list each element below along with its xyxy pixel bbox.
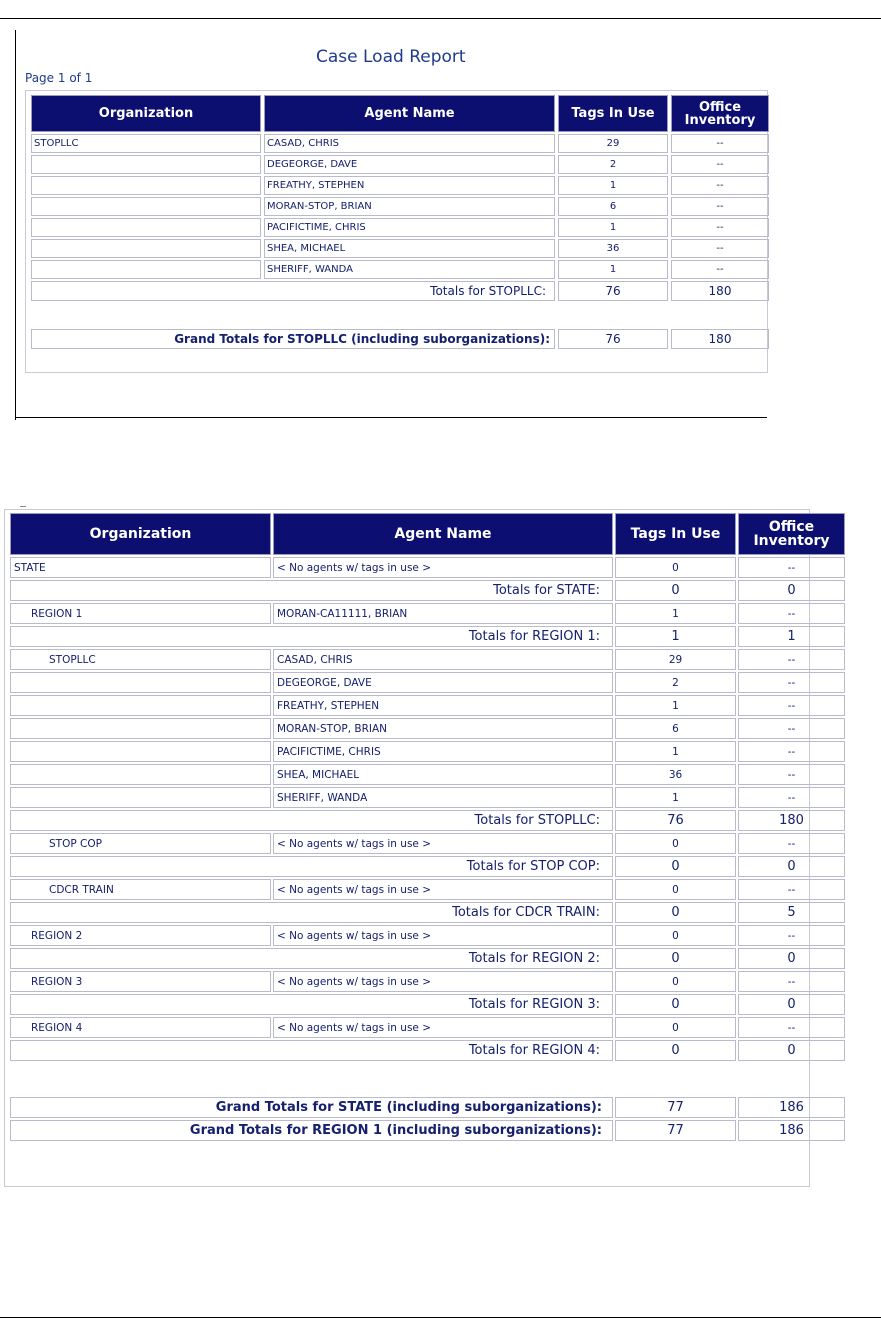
spacer-cell <box>10 1063 845 1095</box>
agent-name-cell: CASAD, CHRIS <box>273 649 613 670</box>
totals-row <box>10 810 845 831</box>
organization-cell: REGION 4 <box>10 1017 271 1038</box>
office-inventory-cell: -- <box>738 649 845 670</box>
table-row <box>10 695 845 716</box>
tags-in-use-cell: 6 <box>615 718 736 739</box>
organization-cell <box>31 155 261 174</box>
table-row <box>10 557 845 578</box>
office-inventory-cell: -- <box>738 741 845 762</box>
totals-row <box>10 856 845 877</box>
page-top-rule <box>0 18 881 19</box>
tags-in-use-cell: 0 <box>615 879 736 900</box>
table-row <box>10 971 845 992</box>
agent-name-cell: MORAN-STOP, BRIAN <box>264 197 555 216</box>
organization-cell <box>31 176 261 195</box>
organization-cell: REGION 2 <box>10 925 271 946</box>
agent-name-cell: SHEA, MICHAEL <box>264 239 555 258</box>
office-inventory-cell: -- <box>738 787 845 808</box>
header-agent-name: Agent Name <box>264 95 555 132</box>
totals-label: Totals for REGION 4: <box>10 1040 613 1061</box>
table-row <box>31 260 769 279</box>
organization-cell <box>10 764 271 785</box>
office-inventory-cell: -- <box>738 718 845 739</box>
grand-totals-row <box>31 329 769 349</box>
table-row <box>10 672 845 693</box>
totals-inventory: 180 <box>738 810 845 831</box>
agent-name-cell: MORAN-STOP, BRIAN <box>273 718 613 739</box>
table-row <box>10 764 845 785</box>
office-inventory-cell: -- <box>738 925 845 946</box>
office-inventory-cell: -- <box>738 971 845 992</box>
table-row <box>10 787 845 808</box>
table-row <box>31 176 769 195</box>
grand-totals-label: Grand Totals for STATE (including suborganizations): <box>10 1097 613 1118</box>
tags-in-use-cell: 1 <box>558 260 668 279</box>
office-inventory-cell: -- <box>671 134 769 153</box>
totals-label: Totals for STOPLLC: <box>10 810 613 831</box>
totals-label: Totals for STATE: <box>10 580 613 601</box>
grand-totals-tags: 77 <box>615 1097 736 1118</box>
totals-tags: 1 <box>615 626 736 647</box>
table-row <box>31 197 769 216</box>
grand-totals-inventory: 180 <box>671 329 769 349</box>
tags-in-use-cell: 0 <box>615 557 736 578</box>
totals-inventory: 0 <box>738 994 845 1015</box>
office-inventory-cell: -- <box>671 197 769 216</box>
table-row <box>10 718 845 739</box>
tags-in-use-cell: 2 <box>558 155 668 174</box>
agent-name-cell: MORAN-CA11111, BRIAN <box>273 603 613 624</box>
totals-row <box>10 1040 845 1061</box>
report1-frame-left <box>15 30 16 420</box>
table-row <box>10 925 845 946</box>
report-title: Case Load Report <box>316 47 466 67</box>
case-load-table-2 <box>8 511 847 1143</box>
spacer-row <box>10 1063 845 1095</box>
tags-in-use-cell: 1 <box>558 218 668 237</box>
organization-cell <box>10 672 271 693</box>
totals-inventory: 1 <box>738 626 845 647</box>
office-inventory-cell: -- <box>671 260 769 279</box>
header-organization: Organization <box>31 95 261 132</box>
table-row <box>10 879 845 900</box>
totals-tags: 0 <box>615 856 736 877</box>
totals-label: Totals for REGION 3: <box>10 994 613 1015</box>
organization-cell: CDCR TRAIN <box>10 879 271 900</box>
totals-inventory: 0 <box>738 856 845 877</box>
tags-in-use-cell: 1 <box>615 741 736 762</box>
tags-in-use-cell: 1 <box>558 176 668 195</box>
totals-inventory: 5 <box>738 902 845 923</box>
tags-in-use-cell: 36 <box>558 239 668 258</box>
report1-frame-bottom <box>15 417 767 418</box>
page-info: Page 1 of 1 <box>25 71 93 85</box>
tags-in-use-cell: 36 <box>615 764 736 785</box>
organization-cell: STOP COP <box>10 833 271 854</box>
totals-tags: 76 <box>558 281 668 301</box>
totals-label: Totals for REGION 2: <box>10 948 613 969</box>
organization-cell: STOPLLC <box>10 649 271 670</box>
agent-name-cell: SHEA, MICHAEL <box>273 764 613 785</box>
spacer-cell <box>31 303 769 327</box>
office-inventory-cell: -- <box>671 155 769 174</box>
grand-totals-label: Grand Totals for REGION 1 (including suborganizations): <box>10 1120 613 1141</box>
grand-totals-inventory: 186 <box>738 1097 845 1118</box>
header-office-inventory: Office Inventory <box>738 513 845 555</box>
totals-label: Totals for STOP COP: <box>10 856 613 877</box>
tags-in-use-cell: 1 <box>615 787 736 808</box>
totals-inventory: 180 <box>671 281 769 301</box>
table-header-row <box>31 95 769 132</box>
table-row <box>10 1017 845 1038</box>
office-inventory-cell: -- <box>738 672 845 693</box>
tags-in-use-cell: 2 <box>615 672 736 693</box>
office-inventory-cell: -- <box>738 1017 845 1038</box>
agent-name-cell: PACIFICTIME, CHRIS <box>264 218 555 237</box>
totals-tags: 0 <box>615 580 736 601</box>
header-organization: Organization <box>10 513 271 555</box>
totals-row <box>10 902 845 923</box>
agent-name-cell: < No agents w/ tags in use > <box>273 1017 613 1038</box>
totals-label: Totals for REGION 1: <box>10 626 613 647</box>
totals-row <box>10 626 845 647</box>
totals-inventory: 0 <box>738 1040 845 1061</box>
grand-totals-tags: 77 <box>615 1120 736 1141</box>
totals-tags: 0 <box>615 902 736 923</box>
tags-in-use-cell: 29 <box>558 134 668 153</box>
table-row <box>10 741 845 762</box>
grand-totals-label: Grand Totals for STOPLLC (including suborganizations): <box>31 329 555 349</box>
agent-name-cell: < No agents w/ tags in use > <box>273 557 613 578</box>
header-agent-name: Agent Name <box>273 513 613 555</box>
tags-in-use-cell: 0 <box>615 971 736 992</box>
office-inventory-cell: -- <box>738 833 845 854</box>
agent-name-cell: < No agents w/ tags in use > <box>273 971 613 992</box>
office-inventory-cell: -- <box>738 879 845 900</box>
organization-cell <box>31 218 261 237</box>
agent-name-cell: DEGEORGE, DAVE <box>273 672 613 693</box>
totals-tags: 0 <box>615 1040 736 1061</box>
totals-row <box>10 580 845 601</box>
totals-label: Totals for STOPLLC: <box>31 281 555 301</box>
agent-name-cell: < No agents w/ tags in use > <box>273 879 613 900</box>
agent-name-cell: FREATHY, STEPHEN <box>273 695 613 716</box>
organization-cell <box>31 239 261 258</box>
spacer-row <box>31 303 769 327</box>
tags-in-use-cell: 0 <box>615 833 736 854</box>
table-row <box>31 239 769 258</box>
tags-in-use-cell: 1 <box>615 695 736 716</box>
table-row <box>10 833 845 854</box>
office-inventory-cell: -- <box>738 695 845 716</box>
header-tags-in-use: Tags In Use <box>615 513 736 555</box>
totals-tags: 0 <box>615 948 736 969</box>
office-inventory-cell: -- <box>671 218 769 237</box>
case-load-table-1 <box>28 93 772 351</box>
tags-in-use-cell: 6 <box>558 197 668 216</box>
agent-name-cell: SHERIFF, WANDA <box>264 260 555 279</box>
agent-name-cell: CASAD, CHRIS <box>264 134 555 153</box>
table-row <box>10 649 845 670</box>
office-inventory-cell: -- <box>738 603 845 624</box>
agent-name-cell: FREATHY, STEPHEN <box>264 176 555 195</box>
grand-totals-tags: 76 <box>558 329 668 349</box>
organization-cell <box>10 741 271 762</box>
agent-name-cell: < No agents w/ tags in use > <box>273 925 613 946</box>
totals-tags: 0 <box>615 994 736 1015</box>
totals-row <box>10 994 845 1015</box>
header-office-inventory: Office Inventory <box>671 95 769 132</box>
office-inventory-cell: -- <box>738 557 845 578</box>
office-inventory-cell: -- <box>738 764 845 785</box>
table-header-row <box>10 513 845 555</box>
grand-totals-inventory: 186 <box>738 1120 845 1141</box>
totals-inventory: 0 <box>738 580 845 601</box>
table-row <box>31 155 769 174</box>
totals-row <box>31 281 769 301</box>
grand-totals-row <box>10 1097 845 1118</box>
totals-inventory: 0 <box>738 948 845 969</box>
tags-in-use-cell: 1 <box>615 603 736 624</box>
organization-cell <box>31 197 261 216</box>
tags-in-use-cell: 0 <box>615 925 736 946</box>
organization-cell <box>10 695 271 716</box>
totals-label: Totals for CDCR TRAIN: <box>10 902 613 923</box>
organization-cell <box>31 260 261 279</box>
organization-cell: REGION 1 <box>10 603 271 624</box>
organization-cell: STATE <box>10 557 271 578</box>
table-row <box>31 218 769 237</box>
agent-name-cell: SHERIFF, WANDA <box>273 787 613 808</box>
agent-name-cell: DEGEORGE, DAVE <box>264 155 555 174</box>
organization-cell <box>10 718 271 739</box>
office-inventory-cell: -- <box>671 176 769 195</box>
tags-in-use-cell: 29 <box>615 649 736 670</box>
organization-cell: REGION 3 <box>10 971 271 992</box>
tags-in-use-cell: 0 <box>615 1017 736 1038</box>
organization-cell: STOPLLC <box>31 134 261 153</box>
page-bottom-rule <box>0 1317 881 1318</box>
agent-name-cell: PACIFICTIME, CHRIS <box>273 741 613 762</box>
totals-row <box>10 948 845 969</box>
totals-tags: 76 <box>615 810 736 831</box>
grand-totals-row <box>10 1120 845 1141</box>
table-row <box>10 603 845 624</box>
organization-cell <box>10 787 271 808</box>
table-row <box>31 134 769 153</box>
agent-name-cell: < No agents w/ tags in use > <box>273 833 613 854</box>
header-tags-in-use: Tags In Use <box>558 95 668 132</box>
crop-mark <box>20 502 26 507</box>
office-inventory-cell: -- <box>671 239 769 258</box>
